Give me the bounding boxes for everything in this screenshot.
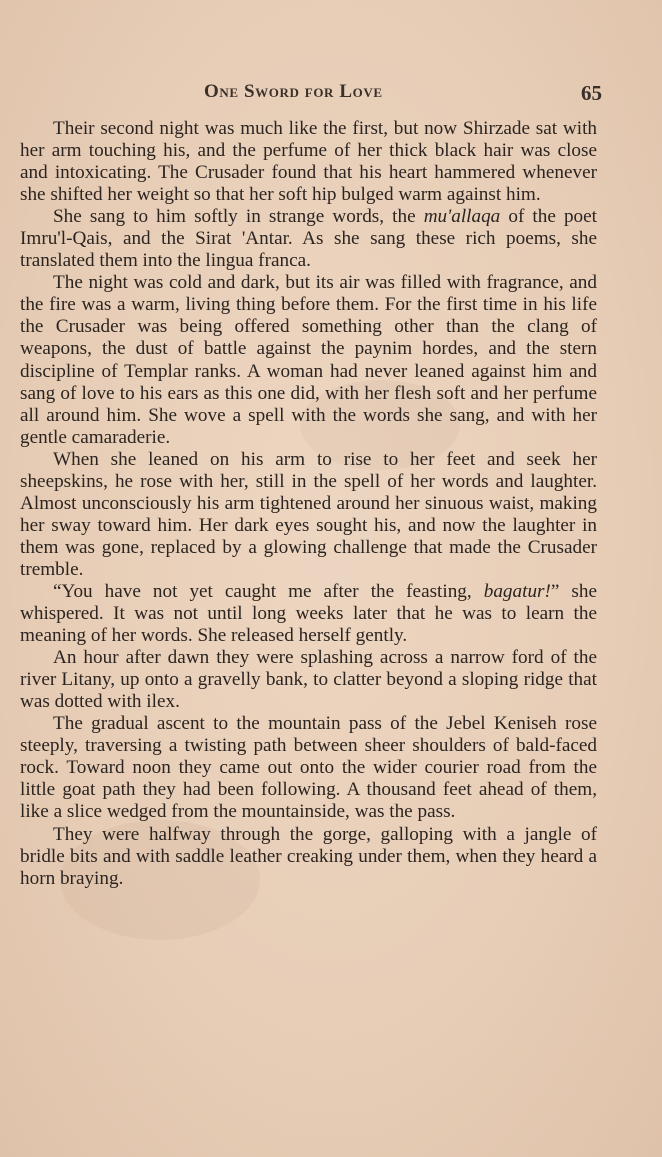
text-run: ” she whispered. It was not until long weeks later that he was to learn the meaning of her words. She released herself gently. bbox=[20, 580, 598, 647]
paragraph: They were halfway through the gorge, galloping with a jangle of bridle bits and with saddle leather creaking under them, when they heard a horn braying. bbox=[20, 823, 597, 889]
text-run: of the poet Imru'l-Qais, and the Sirat 'Antar. As she sang these rich poems, she translated them into the lingua franca. bbox=[20, 206, 597, 272]
paragraph: When she leaned on his arm to rise to her feet and seek her sheepskins, he rose with her, still in the spell of her words and laughter. Almost unconsciously his arm tightened around her sinuous waist, making her sway toward him. Her dark eyes sought his, and now the laughter in them was gone, replaced by a glowing challenge that made the Crusader tremble. bbox=[20, 448, 597, 580]
italic-term: mu'allaqa bbox=[423, 206, 501, 228]
text-run: “You have not yet caught me after the feasting, bbox=[53, 580, 484, 602]
paragraph: The night was cold and dark, but its air was filled with fragrance, and the fire was a warm, living thing before them. For the first time in his life the Crusader was being offered something other than the clang of weapons, the dust of battle against the paynim hordes, and the stern discipline of Templar ranks. A woman had never leaned against him and sang of love to his ears as this one did, with her flesh soft and her perfume all around him. She wove a spell with the words she sang, and with her gentle camaraderie. bbox=[20, 272, 597, 448]
paragraph: An hour after dawn they were splashing across a narrow ford of the river Litany, up onto a gravelly bank, to clatter beyond a sloping ridge that was dotted with ilex. bbox=[20, 647, 597, 713]
paragraph bbox=[20, 581, 597, 647]
running-header bbox=[200, 81, 610, 107]
paragraph bbox=[20, 206, 597, 272]
running-title: One Sword for Love bbox=[204, 81, 383, 102]
page-number: 65 bbox=[581, 81, 602, 105]
text-run: She sang to him softly in strange words, the bbox=[53, 206, 424, 228]
paragraph: Their second night was much like the first, but now Shirzade sat with her arm touching his, and the perfume of her thick black hair was close and intoxicating. The Crusader found that his heart hammered whenever she shifted her weight so that her soft hip bulged warm against him. bbox=[20, 118, 597, 206]
italic-term: bagatur! bbox=[483, 580, 551, 602]
paragraph: The gradual ascent to the mountain pass of the Jebel Keniseh rose steeply, traversing a twisting path between sheer shoulders of bald-faced rock. Toward noon they came out onto the wider courier road from the little goat path they had been following. A thousand feet ahead of them, like a slice wedged from the mountainside, was the pass. bbox=[20, 713, 597, 823]
body-text bbox=[20, 118, 597, 890]
